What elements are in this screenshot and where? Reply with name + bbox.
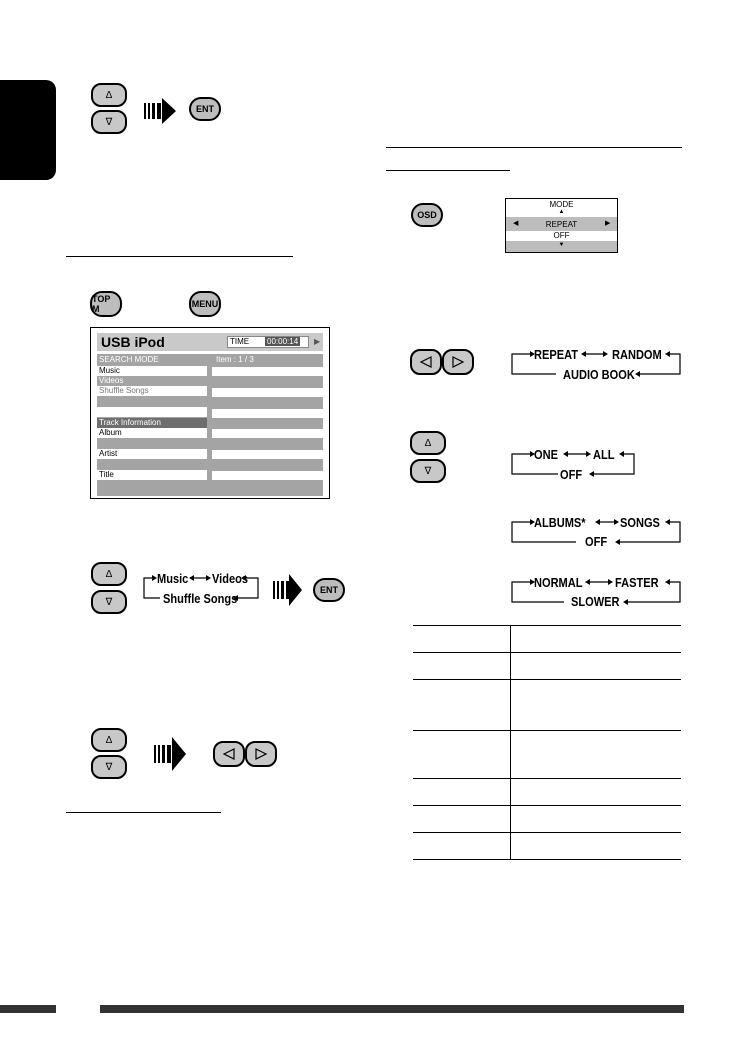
osd-up-icon: ▲ <box>558 209 565 215</box>
right-button[interactable] <box>245 741 277 767</box>
cycle-all: ALL <box>593 447 615 462</box>
cycle-off: OFF <box>560 467 583 482</box>
right-arrow-icon <box>451 356 465 368</box>
ent-button[interactable]: ENT <box>189 97 221 121</box>
left-arrow-icon <box>419 356 433 368</box>
ipod-menu-screen <box>90 327 330 499</box>
table-row <box>413 779 681 806</box>
up-arrow-icon: Δ <box>105 734 113 746</box>
down-arrow-icon: ∇ <box>105 761 113 773</box>
list-item-videos[interactable]: Videos <box>99 376 124 385</box>
table-cell <box>413 680 511 731</box>
detail-row <box>212 450 323 459</box>
osd-mode-menu <box>505 198 618 253</box>
section-rule-top <box>386 147 682 148</box>
list-item-shuffle-songs[interactable]: Shuffle Songs <box>97 386 207 396</box>
footer-bar-right <box>100 1005 684 1013</box>
osd-left-icon[interactable]: ◀ <box>513 220 519 227</box>
table-cell <box>413 779 511 806</box>
time-label: TIME <box>230 337 250 346</box>
table-cell <box>511 731 682 779</box>
detail-row <box>212 388 323 397</box>
left-button[interactable] <box>410 349 442 375</box>
next-step-arrow-icon <box>144 96 178 126</box>
table-cell <box>511 653 682 680</box>
detail-row <box>212 429 323 438</box>
footer-bar-left <box>0 1005 56 1013</box>
up-arrow-icon: Δ <box>424 437 432 449</box>
list-item-artist[interactable]: Artist <box>97 449 207 459</box>
table-row <box>413 653 681 680</box>
list-item-empty <box>97 460 207 470</box>
table-cell <box>413 833 511 860</box>
cycle-videos: Videos <box>212 571 249 586</box>
list-item-empty <box>97 407 207 417</box>
table-row <box>413 806 681 833</box>
right-arrow-icon <box>254 748 268 760</box>
cycle-random: RANDOM <box>612 347 662 362</box>
down-button[interactable] <box>410 459 446 483</box>
list-item-album[interactable]: Album <box>97 428 207 438</box>
down-button[interactable] <box>91 590 127 614</box>
cycle-one: ONE <box>534 447 558 462</box>
language-tab <box>0 80 56 180</box>
table-cell <box>511 779 682 806</box>
detail-row <box>212 409 323 418</box>
track-info-heading: Track Information <box>97 418 207 428</box>
screen-title: USB iPod <box>101 334 165 350</box>
item-count: Item : 1 / 3 <box>216 355 254 364</box>
osd-button[interactable]: OSD <box>411 203 443 227</box>
play-icon: ▶ <box>314 337 321 346</box>
topm-button[interactable]: TOP M <box>90 291 122 317</box>
table-cell <box>413 653 511 680</box>
table-cell <box>413 731 511 779</box>
right-button[interactable] <box>442 349 474 375</box>
table-cell <box>413 806 511 833</box>
mode-table <box>413 625 681 860</box>
cycle-repeat: REPEAT <box>534 347 579 362</box>
left-arrow-icon <box>222 748 236 760</box>
list-item-title[interactable]: Title <box>97 470 207 480</box>
up-button[interactable] <box>410 431 446 455</box>
table-cell <box>511 833 682 860</box>
cycle-normal: NORMAL <box>534 575 583 590</box>
down-button[interactable] <box>91 110 127 134</box>
section-rule-heading <box>386 170 510 171</box>
down-arrow-icon: ∇ <box>424 465 432 477</box>
osd-repeat-value: REPEAT <box>545 220 578 229</box>
list-item-empty <box>97 439 207 449</box>
section-rule-search <box>66 256 293 257</box>
up-button[interactable] <box>91 83 127 107</box>
table-cell <box>511 626 682 653</box>
cycle-slower: SLOWER <box>571 594 620 609</box>
table-row <box>413 833 681 860</box>
cycle-faster: FASTER <box>615 575 659 590</box>
table-cell <box>413 626 511 653</box>
detail-row <box>212 471 323 480</box>
cycle-albums: ALBUMS* <box>534 515 586 530</box>
table-cell <box>511 806 682 833</box>
up-button[interactable] <box>91 728 127 752</box>
table-row <box>413 731 681 779</box>
osd-down-icon: ▼ <box>558 242 565 248</box>
osd-right-icon[interactable]: ▶ <box>605 220 611 227</box>
left-button[interactable] <box>213 741 245 767</box>
menu-button[interactable]: MENU <box>189 291 221 317</box>
cycle-music: Music <box>157 571 189 586</box>
table-cell <box>511 680 682 731</box>
detail-row <box>212 367 323 376</box>
up-button[interactable] <box>91 562 127 586</box>
list-item-empty <box>97 397 207 407</box>
ent-button[interactable]: ENT <box>313 578 345 602</box>
cycle-songs: SONGS <box>620 515 660 530</box>
down-button[interactable] <box>91 755 127 779</box>
search-mode-heading: SEARCH MODE <box>99 355 159 364</box>
up-arrow-icon: Δ <box>105 568 113 580</box>
list-item-music[interactable]: Music <box>97 366 207 376</box>
next-step-arrow-icon <box>154 736 188 772</box>
osd-off-value: OFF <box>553 231 570 240</box>
osd-mode-label: MODE <box>549 200 574 209</box>
table-row <box>413 680 681 731</box>
next-step-arrow-icon <box>273 572 303 608</box>
down-arrow-icon: ∇ <box>105 596 113 608</box>
time-value: 00:00:14 <box>267 337 299 346</box>
cycle-shuffle-songs: Shuffle Songs <box>163 591 238 606</box>
table-row <box>413 626 681 653</box>
section-rule-playback <box>66 812 221 813</box>
down-arrow-icon: ∇ <box>105 116 113 128</box>
cycle-off: OFF <box>585 534 608 549</box>
screen-header <box>97 333 323 351</box>
up-arrow-icon: Δ <box>105 89 113 101</box>
time-display <box>227 336 309 348</box>
screen-body <box>97 354 323 496</box>
cycle-audio-book: AUDIO BOOK <box>563 367 635 382</box>
